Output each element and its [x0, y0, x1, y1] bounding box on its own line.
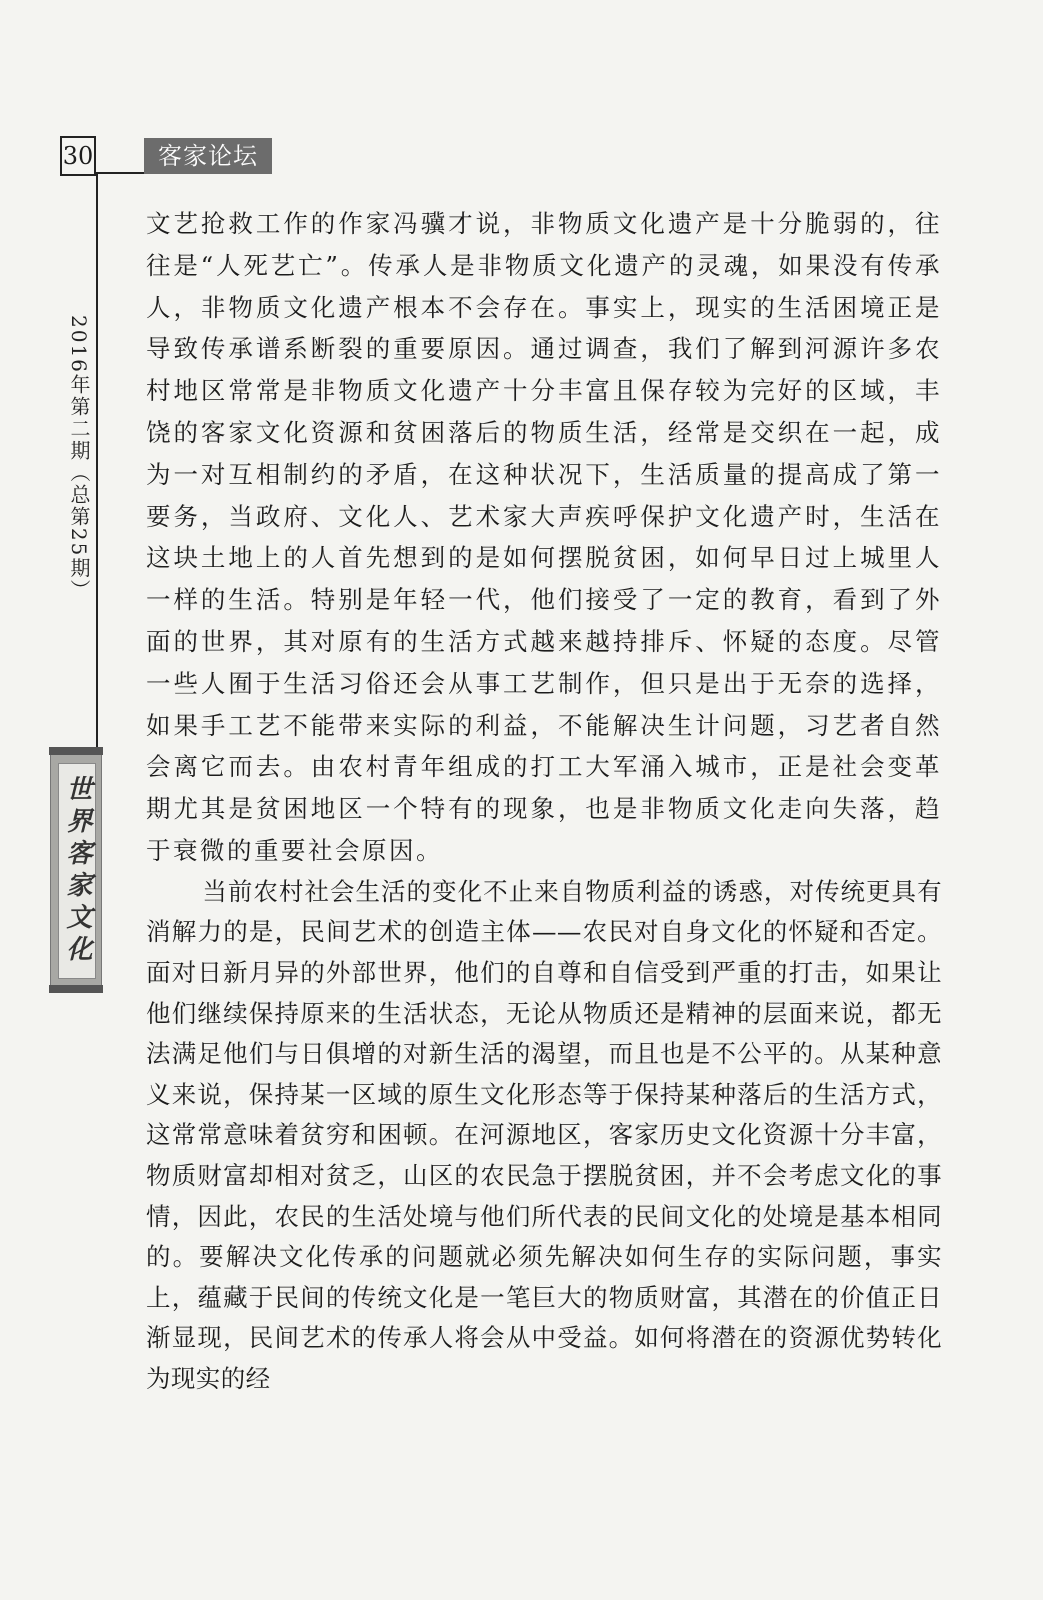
page-number: 30 — [60, 136, 96, 176]
journal-logo-text: 世界客家文化 — [58, 763, 96, 979]
margin-rule — [96, 172, 98, 754]
issue-info: 2016年第二期（总第25期） — [67, 315, 91, 602]
article-body — [146, 203, 942, 1399]
scroll-rod-bottom — [49, 985, 103, 993]
section-title: 客家论坛 — [144, 138, 272, 174]
journal-logo — [50, 748, 102, 992]
paragraph: 当前农村社会生活的变化不止来自物质利益的诱惑，对传统更具有消解力的是，民间艺术的创造主体——农民对自身文化的怀疑和否定。面对日新月异的外部世界，他们的自尊和自信受到严重的打击，如果让他们继续保持原来的生活状态，无论从物质还是精神的层面来说，都无法满足他们与日俱增的对新生活的渴望，而且也是不公平的。从某种意义来说，保持某一区域的原生文化形态等于保持某种落后的生活方式，这常常意味着贫穷和困顿。在河源地区，客家历史文化资源十分丰富，物质财富却相对贫乏，山区的农民急于摆脱贫困，并不会考虑文化的事情，因此，农民的生活处境与他们所代表的民间文化的处境是基本相同的。要解决文化传承的问题就必须先解决如何生存的实际问题，事实上，蕴藏于民间的传统文化是一笔巨大的物质财富，其潜在的价值正日渐显现，民间艺术的传承人将会从中受益。如何将潜在的资源优势转化为现实的经 — [146, 876, 942, 1393]
paragraph: 文艺抢救工作的作家冯骥才说，非物质文化遗产是十分脆弱的，往往是“人死艺亡”。传承人是非物质文化遗产的灵魂，如果没有传承人，非物质文化遗产根本不会存在。事实上，现实的生活困境正是导致传承谱系断裂的重要原因。通过调查，我们了解到河源许多农村地区常常是非物质文化遗产十分丰富且保存较为完好的区域，丰饶的客家文化资源和贫困落后的物质生活，经常是交织在一起，成为一对互相制约的矛盾，在这种状况下，生活质量的提高成了第一要务，当政府、文化人、艺术家大声疾呼保护文化遗产时，生活在这块土地上的人首先想到的是如何摆脱贫困，如何早日过上城里人一样的生活。特别是年轻一代，他们接受了一定的教育，看到了外面的世界，其对原有的生活方式越来越持排斥、怀疑的态度。尽管一些人囿于生活习俗还会从事工艺制作，但只是出于无奈的选择，如果手工艺不能带来实际的利益，不能解决生计问题，习艺者自然会离它而去。由农村青年组成的打工大军涌入城市，正是社会变革期尤其是贫困地区一个特有的现象，也是非物质文化走向失落，趋于衰微的重要社会原因。 — [146, 209, 942, 865]
scroll-rod-top — [49, 747, 103, 755]
